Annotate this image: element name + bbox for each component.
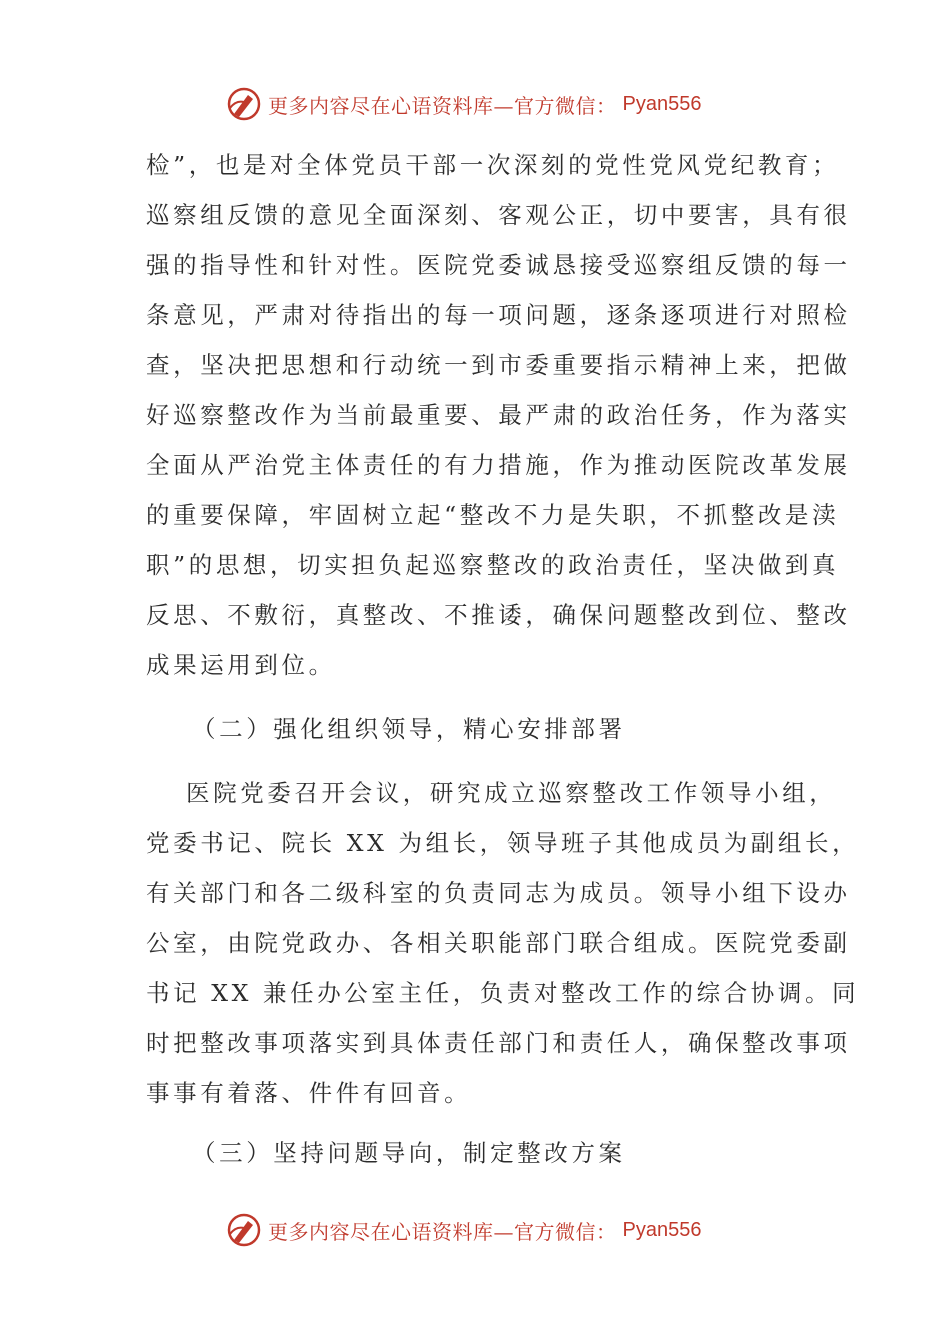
pen-logo-icon	[226, 1212, 262, 1248]
paragraph-line: 反思、不敷衍，真整改、不推诿，确保问题整改到位、整改	[146, 601, 851, 629]
paragraph-line: 书记 XX 兼任办公室主任，负责对整改工作的综合协调。同	[146, 979, 860, 1007]
pen-logo-icon	[226, 86, 262, 122]
paragraph-line: 的重要保障，牢固树立起“整改不力是失职，不抓整改是渎	[146, 501, 840, 529]
footer-watermark	[226, 1210, 746, 1250]
paragraph-line: 成果运用到位。	[146, 651, 336, 679]
paragraph-line: 医院党委召开会议，研究成立巡察整改工作领导小组，	[186, 779, 837, 807]
paragraph-line: 时把整改事项落实到具体责任部门和责任人，确保整改事项	[146, 1029, 851, 1057]
paragraph-line: 条意见，严肃对待指出的每一项问题，逐条逐项进行对照检	[146, 301, 851, 329]
watermark-wechat: Pyan556	[622, 92, 702, 115]
watermark-text: 更多内容尽在心语资料库—官方微信：	[268, 1219, 617, 1244]
paragraph-line: 全面从严治党主体责任的有力措施，作为推动医院改革发展	[146, 451, 851, 479]
paragraph-line: 公室，由院党政办、各相关职能部门联合组成。医院党委副	[146, 929, 851, 957]
paragraph-line: 职”的思想，切实担负起巡察整改的政治责任，坚决做到真	[146, 551, 840, 579]
paragraph-line: 好巡察整改作为当前最重要、最严肃的政治任务，作为落实	[146, 401, 851, 429]
paragraph-line: 有关部门和各二级科室的负责同志为成员。领导小组下设办	[146, 879, 851, 907]
watermark-wechat: Pyan556	[622, 1218, 702, 1241]
header-watermark	[226, 84, 746, 124]
watermark-text: 更多内容尽在心语资料库—官方微信：	[268, 93, 617, 118]
paragraph-line: 查，坚决把思想和行动统一到市委重要指示精神上来，把做	[146, 351, 851, 379]
paragraph-line: 巡察组反馈的意见全面深刻、客观公正，切中要害，具有很	[146, 201, 851, 229]
section-heading: （三）坚持问题导向，制定整改方案	[192, 1139, 626, 1167]
section-heading: （二）强化组织领导，精心安排部署	[192, 715, 626, 743]
paragraph-line: 强的指导性和针对性。医院党委诚恳接受巡察组反馈的每一	[146, 251, 851, 279]
paragraph-line: 党委书记、院长 XX 为组长，领导班子其他成员为副组长，	[146, 829, 860, 857]
paragraph-line: 检”，也是对全体党员干部一次深刻的党性党风党纪教育；	[146, 151, 840, 179]
paragraph-line: 事事有着落、件件有回音。	[146, 1079, 472, 1107]
